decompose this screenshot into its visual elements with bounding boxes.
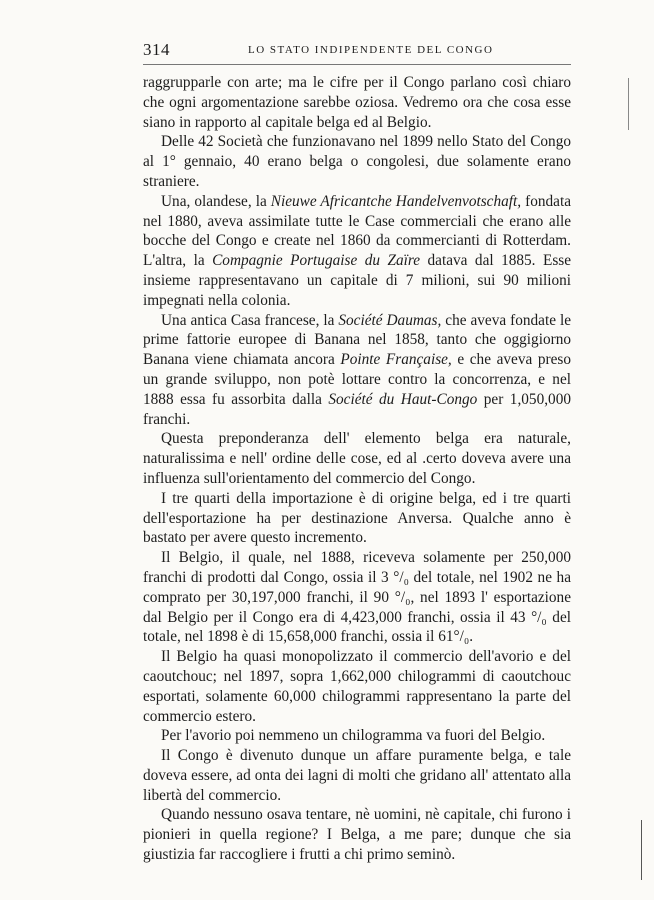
paragraph [143, 726, 571, 746]
paragraph [143, 132, 571, 191]
paragraph [143, 489, 571, 548]
paragraph [143, 548, 571, 647]
text-run: Una, olandese, la [161, 192, 271, 210]
text-run: per 1,050,000 franchi. [143, 390, 571, 428]
text-run: che aveva fondate le prime fattorie europee di Banana nel 1858, tanto che oggigiorno Banana viene chiamata ancora [143, 311, 571, 369]
paragraph [143, 805, 571, 864]
running-title: LO STATO INDIPENDENTE DEL CONGO [248, 44, 494, 56]
header-rule [143, 64, 571, 65]
text-run: Delle 42 Società che funzionavano nel 1899 nello Stato del Congo al 1° gennaio, 40 erano belga o congolesi, due solamente erano straniere. [143, 133, 571, 190]
margin-mark [628, 78, 629, 130]
paragraph [143, 311, 571, 430]
text-run: datava dal 1885. Esse insieme rappresentavano un capitale di 7 milioni, sui 90 milioni impegnati nella colonia. [143, 252, 572, 309]
text-run: Quando nessuno osava tentare, nè uomini, nè capitale, chi furono i pionieri in quella regione? I Belga, a me pare; dunque che sia giustizia far raccogliere i frutti a chi primo seminò. [143, 806, 571, 864]
text-run: e che aveva preso un grande sviluppo, non potè lottare contro la concorrenza, e nel 1888 essa fu assorbita dalla [143, 351, 571, 408]
text-run: Il Belgio, il quale, nel 1888, riceveva solamente per 250,000 franchi di prodotti dal Congo, ossia il 3 °/₀ del totale, nel 1902 ne ha comprato per 30,197,000 franchi, il 90 °/₀, nel 1893 l' esportazione dal Belgio per il Congo era di 4,423,000 franchi, ossia il 43 °/₀ del totale, nel 1898 è di 15,658,000 franchi, ossia il 61°/₀. [143, 549, 571, 646]
italic-title: Nieuwe Africantche Handelvenvotschaft, [270, 192, 522, 210]
text-run: I tre quarti della importazione è di origine belga, ed i tre quarti dell'esportazione ha per destinazione Anversa. Qualche anno è bastato per avere questo incremento. [143, 489, 571, 547]
text-run: Una antica Casa francese, la [161, 311, 339, 329]
text-run: Per l'avorio poi nemmeno un chilogramma va fuori del Belgio. [161, 727, 546, 745]
italic-title: Pointe Française, [340, 351, 452, 369]
text-run: Questa preponderanza dell' elemento belga era naturale, naturalissima e nell' ordine delle cose, ed al .certo doveva avere una influenza sull'orientamento del commercio del Congo. [143, 430, 571, 487]
text-run: raggrupparle con arte; ma le cifre per il Congo parlano così chiaro che ogni argomentazione sarebbe oziosa. Vedremo ora che cosa esse siano in rapporto al capitale belga ed al Belgio. [143, 74, 571, 131]
paragraph [143, 746, 571, 805]
text-run: fondata nel 1880, aveva assimilate tutte le Case commerciali che erano alle bocche del Congo e create nel 1860 da commercianti di Rotterdam. L'altra, la [143, 192, 571, 270]
text-run: Il Belgio ha quasi monopolizzato il commercio dell'avorio e del caoutchouc; nel 1897, sopra 1,662,000 chilogrammi di caoutchouc esportati, solamente 60,000 chilogrammi rappresentano la parte del commercio estero. [143, 648, 571, 725]
body-text [143, 73, 571, 865]
paragraph [143, 73, 571, 132]
text-run: Il Congo è divenuto dunque un affare puramente belga, e tale doveva essere, ad onta dei lagni di molti che gridano all' attentato alla libertà del commercio. [143, 747, 571, 804]
italic-title: Société du Haut-Congo [328, 390, 478, 408]
paragraph [143, 429, 571, 488]
margin-mark [641, 820, 642, 880]
italic-title: Compagnie Portugaise du Zaïre [212, 252, 421, 270]
page-number: 314 [143, 40, 170, 59]
italic-title: Société Daumas, [338, 311, 442, 329]
paragraph [143, 192, 571, 311]
paragraph [143, 647, 571, 726]
